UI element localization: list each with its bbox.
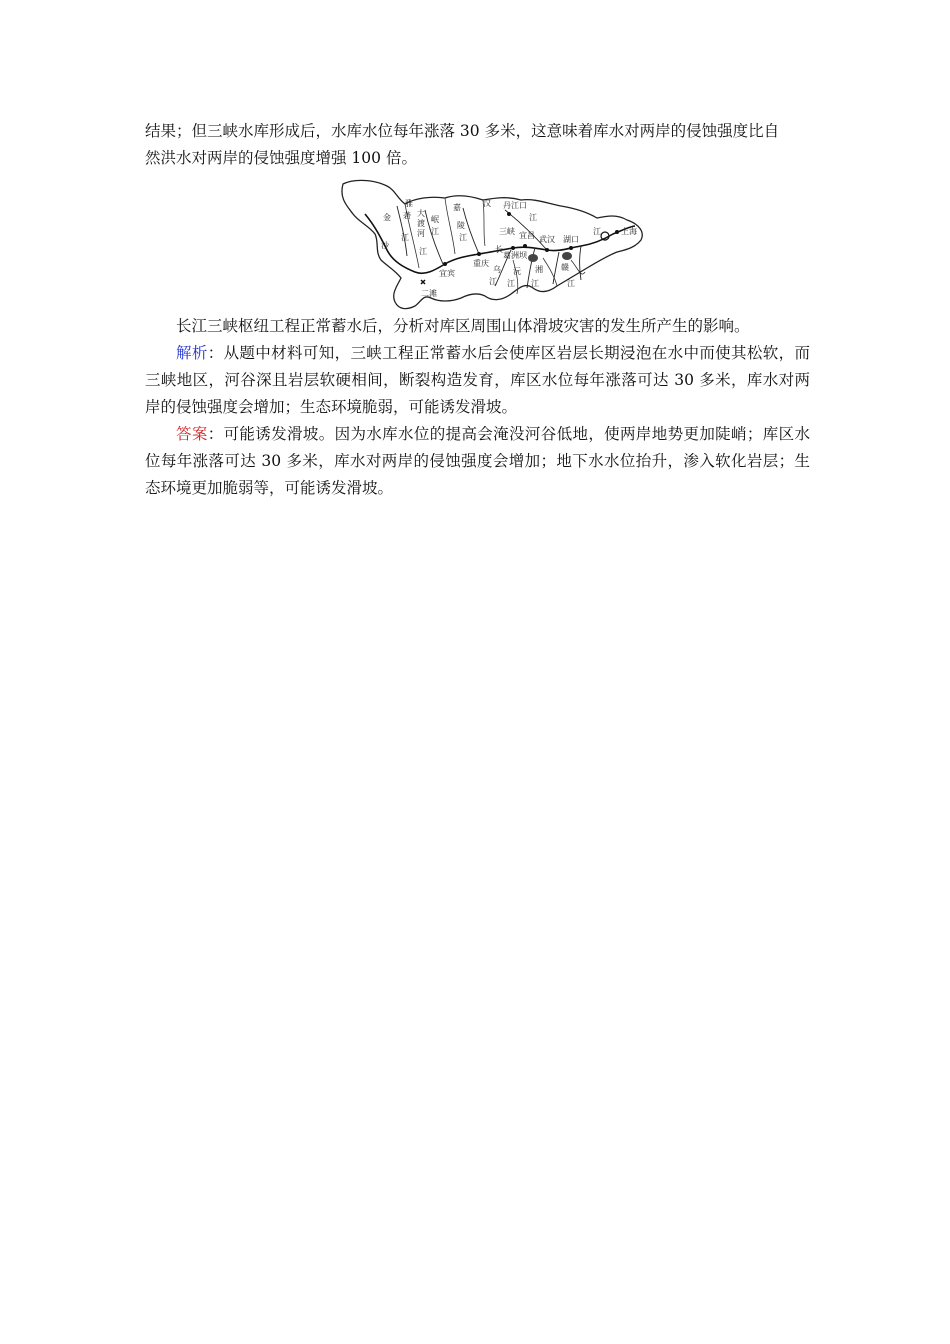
analysis-text: ：从题中材料可知，三峡工程正常蓄水后会使库区岩层长期浸泡在水中而使其松软，而三峡地区，河谷深且岩层软硬相间，断裂构造发育，库区水位每年涨落可达 30 多米，库水对两岸的侵蚀强度会增加；生态环境脆弱，可能诱发滑坡。 (145, 344, 810, 416)
label-jiang-lower: 江 (593, 227, 601, 236)
shanghai-dot (615, 230, 619, 234)
label-yichang: 宜昌 (519, 231, 535, 240)
label-yuan: 沅 (513, 267, 521, 276)
wuhan-dot (545, 248, 549, 252)
label-xiang: 湘 (535, 265, 543, 274)
label-chang: 长 (495, 245, 503, 254)
label-han-jiang: 江 (529, 213, 537, 222)
label-hukou: 湖口 (563, 235, 579, 244)
label-yuan-jiang: 江 (507, 279, 515, 288)
label-ling: 陵 (457, 221, 465, 230)
intro-line-1: 结果；但三峡水库形成后，水库水位每年涨落 30 多米，这意味着库水对两岸的侵蚀强度比自 (145, 122, 780, 140)
label-min: 岷 (431, 215, 439, 224)
label-wuhan: 武汉 (539, 235, 555, 244)
danjiangkou-dot (507, 212, 511, 216)
label-gezhouba: 葛洲坝 (503, 251, 527, 260)
label-long: 砻 (403, 211, 411, 220)
dongting-lake (528, 254, 538, 262)
intro-line-2: 然洪水对两岸的侵蚀强度增强 100 倍。 (145, 149, 417, 167)
label-jiang-1: 江 (401, 233, 409, 242)
hukou-dot (569, 246, 573, 250)
question-text: 长江三峡枢纽工程正常蓄水后，分析对库区周围山体滑坡灾害的发生所产生的影响。 (176, 317, 750, 335)
analysis-paragraph (145, 340, 810, 421)
analysis-label: 解析 (176, 344, 208, 362)
label-shanghai: 上海 (621, 227, 637, 236)
answer-label: 答案 (176, 425, 208, 443)
label-yalong: 雅 (405, 199, 413, 208)
label-ertan: 二滩 (421, 289, 437, 298)
label-danjiangkou: 丹江口 (503, 201, 527, 210)
label-jin: 金 (383, 213, 391, 222)
label-jialing-jiang: 江 (459, 233, 467, 242)
map-svg (335, 176, 655, 311)
label-da: 大 (417, 209, 425, 218)
label-jia: 嘉 (453, 203, 461, 212)
label-yibin: 宜宾 (439, 269, 455, 278)
yangtze-basin-map (335, 176, 655, 311)
chongqing-dot (477, 252, 481, 256)
yibin-dot (443, 262, 447, 266)
label-du: 渡 (417, 219, 425, 228)
answer-paragraph (145, 421, 810, 502)
label-gan-jiang: 江 (567, 279, 575, 288)
poyang-lake (562, 252, 572, 260)
label-han: 汉 (483, 199, 491, 208)
label-chongqing: 重庆 (473, 259, 489, 268)
label-sha: 沙 (381, 241, 389, 250)
label-jiang-2: 江 (419, 247, 427, 256)
label-wu-jiang: 江 (489, 277, 497, 286)
yichang-dot (523, 244, 527, 248)
label-min-jiang: 江 (431, 227, 439, 236)
sanxia-dot (511, 246, 515, 250)
label-wu: 乌 (493, 265, 501, 274)
label-he: 河 (417, 229, 425, 238)
label-xiang-jiang: 江 (531, 279, 539, 288)
answer-text: ：可能诱发滑坡。因为水库水位的提高会淹没河谷低地，使两岸地势更加陡峭；库区水位每年涨落可达 30 多米，库水对两岸的侵蚀强度会增加；地下水水位抬升，渗入软化岩层；生态环境更加脆弱等，可能诱发滑坡。 (145, 425, 810, 497)
label-gan: 赣 (561, 263, 569, 272)
document-body (145, 118, 810, 502)
label-sanxia: 三峡 (499, 227, 515, 236)
